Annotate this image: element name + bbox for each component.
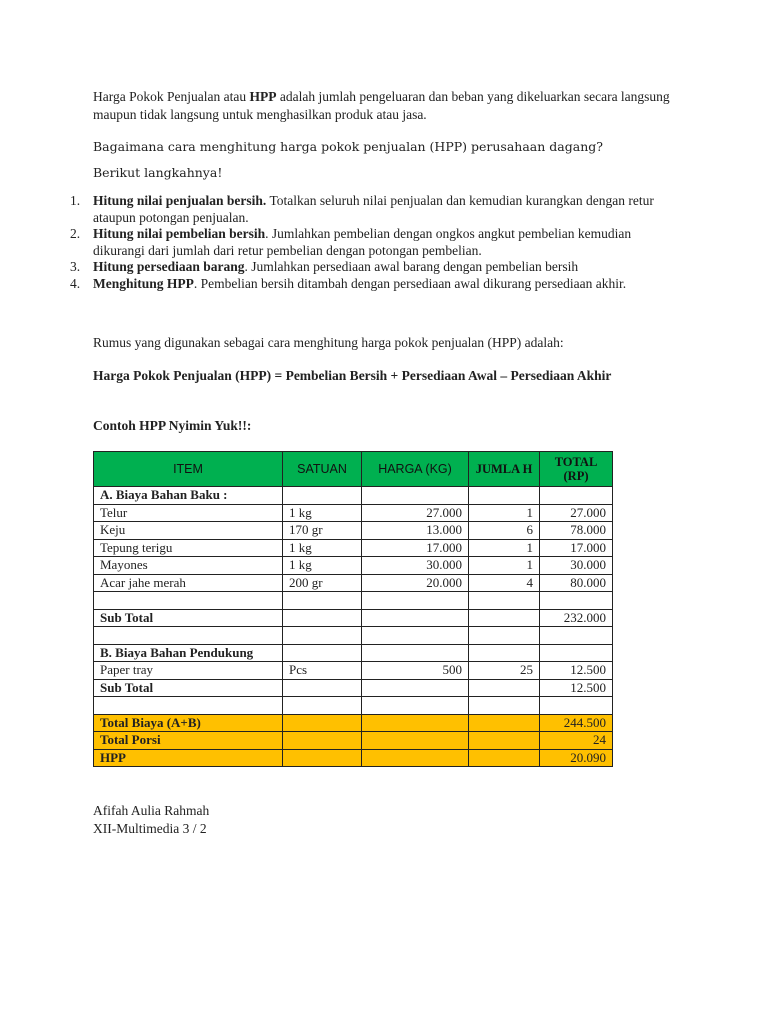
subtotal-a-value: 232.000 [540,609,613,627]
summary-row-total-porsi: Total Porsi 24 [94,732,613,750]
table-row [94,679,613,697]
table-row [94,592,613,610]
formula-intro: Rumus yang digunakan sebagai cara menghitung harga pokok penjualan (HPP) adalah: [93,335,564,350]
header-satuan: SATUAN [283,452,362,487]
header-total: TOTAL (RP) [540,452,613,487]
table-row: Paper tray Pcs 500 25 12.500 [94,662,613,680]
intro-text: Harga Pokok Penjualan atau [93,89,250,104]
table-row: Keju 170 gr 13.000 6 78.000 [94,522,613,540]
table-row [94,644,613,662]
intro-paragraph [93,88,673,124]
subtotal-b-value: 12.500 [540,679,613,697]
list-item: 1. Hitung nilai penjualan bersih. Totalkan seluruh nilai penjualan dan kemudian kurangkan dengan retur ataupun potongan penjualan. [70,193,654,225]
subtotal-b-label: Sub Total [94,679,283,697]
list-item: 3. Hitung persediaan barang. Jumlahkan persediaan awal barang dengan pembelian bersih [70,259,579,274]
table-row [94,697,613,715]
intro-text-rest: adalah jumlah pengeluaran dan beban yang dikeluarkan secara langsung maupun tidak langsung untuk menghasilkan produk atau jasa. [93,89,670,122]
table-row: Mayones 1 kg 30.000 1 30.000 [94,557,613,575]
example-title: Contoh HPP Nyimin Yuk!!: [93,418,252,433]
question-paragraph: Bagaimana cara menghitung harga pokok penjualan (HPP) perusahaan dagang? Berikut langkahnya! [93,139,603,180]
table-row: Acar jahe merah 200 gr 20.000 4 80.000 [94,574,613,592]
list-item: 4. Menghitung HPP. Pembelian bersih ditambah dengan persediaan awal dikurang persediaan akhir. [70,275,627,291]
table-row [94,609,613,627]
header-item: ITEM [94,452,283,487]
header-jumlah: JUMLA H [469,452,540,487]
list-item: 2. Hitung nilai pembelian bersih. Jumlahkan pembelian dengan ongkos angkut pembelian kemudian dikurangi dari jumlah dari retur pembelian dengan potongan pembelian. [70,226,632,258]
table-row [94,487,613,505]
steps-list [70,193,680,292]
table-header-row [94,452,613,487]
formula: Harga Pokok Penjualan (HPP) = Pembelian Bersih + Persediaan Awal – Persediaan Akhir [93,368,612,383]
hpp-table [93,451,613,767]
summary-row-hpp: HPP 20.090 [94,749,613,767]
summary-row-total-biaya: Total Biaya (A+B) 244.500 [94,714,613,732]
section-b-label: B. Biaya Bahan Pendukung [94,644,283,662]
table-row: Telur 1 kg 27.000 1 27.000 [94,504,613,522]
signature-name: Afifah Aulia Rahmah [93,803,210,818]
header-harga: HARGA (KG) [362,452,469,487]
signature-class: XII-Multimedia 3 / 2 [93,821,207,836]
intro-hpp-bold: HPP [249,89,277,104]
section-a-label: A. Biaya Bahan Baku : [94,487,283,505]
subtotal-a-label: Sub Total [94,609,283,627]
table-row [94,627,613,645]
table-row: Tepung terigu 1 kg 17.000 1 17.000 [94,539,613,557]
